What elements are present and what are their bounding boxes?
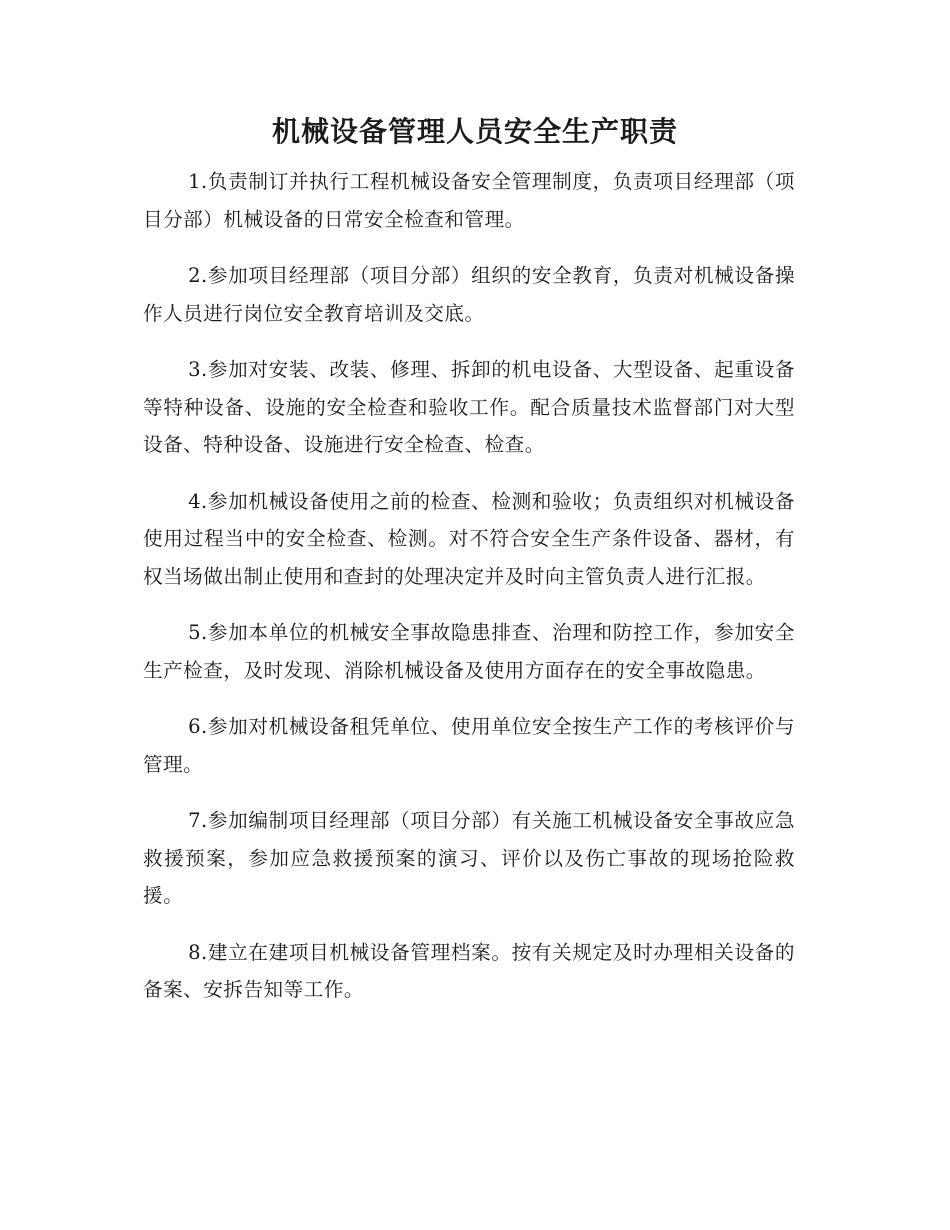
duty-item-8: 8.建立在建项目机械设备管理档案。按有关规定及时办理相关设备的备案、安拆告知等工作。: [143, 940, 795, 1001]
duty-item-4: 4.参加机械设备使用之前的检查、检测和验收；负责组织对机械设备使用过程当中的安全检查、检测。对不符合安全生产条件设备、器材，有权当场做出制止使用和查封的处理决定并及时向主管负责人进行汇报。: [143, 489, 795, 588]
duty-item-5: 5.参加本单位的机械安全事故隐患排查、治理和防控工作，参加安全生产检查，及时发现、消除机械设备及使用方面存在的安全事故隐患。: [143, 621, 795, 682]
duty-item-6: 6.参加对机械设备租凭单位、使用单位安全按生产工作的考核评价与管理。: [143, 715, 795, 776]
duty-item-3: 3.参加对安装、改装、修理、拆卸的机电设备、大型设备、起重设备等特种设备、设施的安全检查和验收工作。配合质量技术监督部门对大型设备、特种设备、设施进行安全检查、检查。: [143, 358, 795, 456]
duty-item-7: 7.参加编制项目经理部（项目分部）有关施工机械设备安全事故应急救援预案，参加应急救援预案的演习、评价以及伤亡事故的现场抢险救援。: [143, 809, 795, 907]
duty-item-2: 2.参加项目经理部（项目分部）组织的安全教育，负责对机械设备操作人员进行岗位安全教育培训及交底。: [143, 264, 795, 325]
document-body: [143, 163, 795, 1028]
duty-item-1: 1.负责制订并执行工程机械设备安全管理制度，负责项目经理部（项目分部）机械设备的日常安全检查和管理。: [143, 170, 795, 231]
document-title: 机械设备管理人员安全生产职责: [271, 115, 678, 148]
